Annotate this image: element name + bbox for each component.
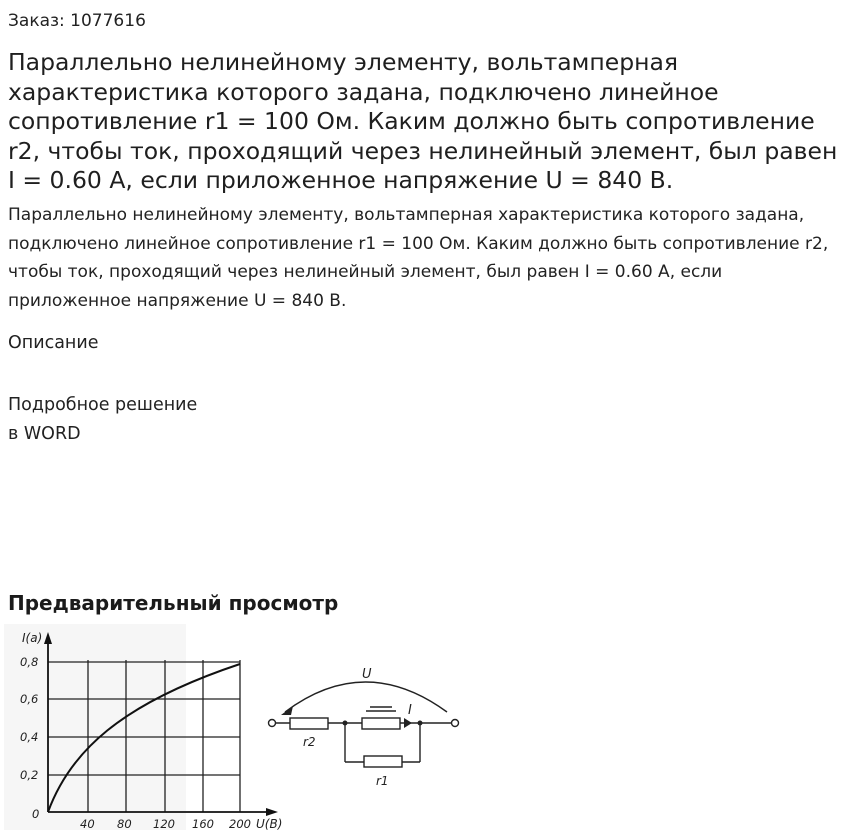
junction-node — [418, 721, 423, 726]
terminal-left — [269, 720, 276, 727]
order-number: Заказ: 1077616 — [8, 11, 146, 31]
y-tick-label: 0,8 — [20, 655, 39, 669]
x-tick-label: 160 — [192, 817, 214, 831]
current-label: I — [408, 703, 412, 718]
y-tick-label: 0 — [32, 807, 40, 821]
junction-node — [343, 721, 348, 726]
r1-label: r1 — [376, 774, 389, 788]
description-heading: Описание — [8, 333, 99, 353]
current-arrow — [404, 718, 412, 728]
x-tick-label: 40 — [80, 817, 95, 831]
solution-label: Подробное решение — [8, 395, 198, 415]
circuit-diagram — [272, 682, 452, 767]
solution-format-label: в WORD — [8, 424, 81, 444]
x-tick-label: 80 — [117, 817, 132, 831]
y-tick-label: 0,2 — [20, 768, 39, 782]
voltage-label: U — [362, 667, 372, 682]
y-tick-label: 0,6 — [20, 692, 39, 706]
problem-title: Параллельно нелинейному элементу, вольтамперная характеристика которого задана, подключено линейное сопротивление r1 = 100 Ом. Каким должно быть сопротивление r2, чтобы ток, проходящий через нелинейный элемент, был равен I = 0.60 А, если приложенное напряжение U = 840 В. — [8, 48, 838, 194]
x-axis-label: U(B) — [256, 817, 283, 831]
x-tick-label: 200 — [229, 817, 251, 831]
preview-heading: Предварительный просмотр — [8, 591, 339, 615]
y-tick-label: 0,4 — [20, 730, 39, 744]
problem-description: Параллельно нелинейному элементу, вольтамперная характеристика которого задана, подключено линейное сопротивление r1 = 100 Ом. Каким должно быть сопротивление r2, чтобы ток, проходящий через нелинейный элемент, был равен I = 0.60 А, если приложенное напряжение U = 840 В. — [8, 205, 829, 311]
x-axis-arrow — [266, 808, 278, 816]
x-tick-label: 120 — [153, 817, 175, 831]
y-axis-label: I(a) — [22, 631, 43, 645]
r2-label: r2 — [303, 735, 316, 749]
preview-image — [0, 622, 470, 834]
terminal-right — [452, 720, 459, 727]
